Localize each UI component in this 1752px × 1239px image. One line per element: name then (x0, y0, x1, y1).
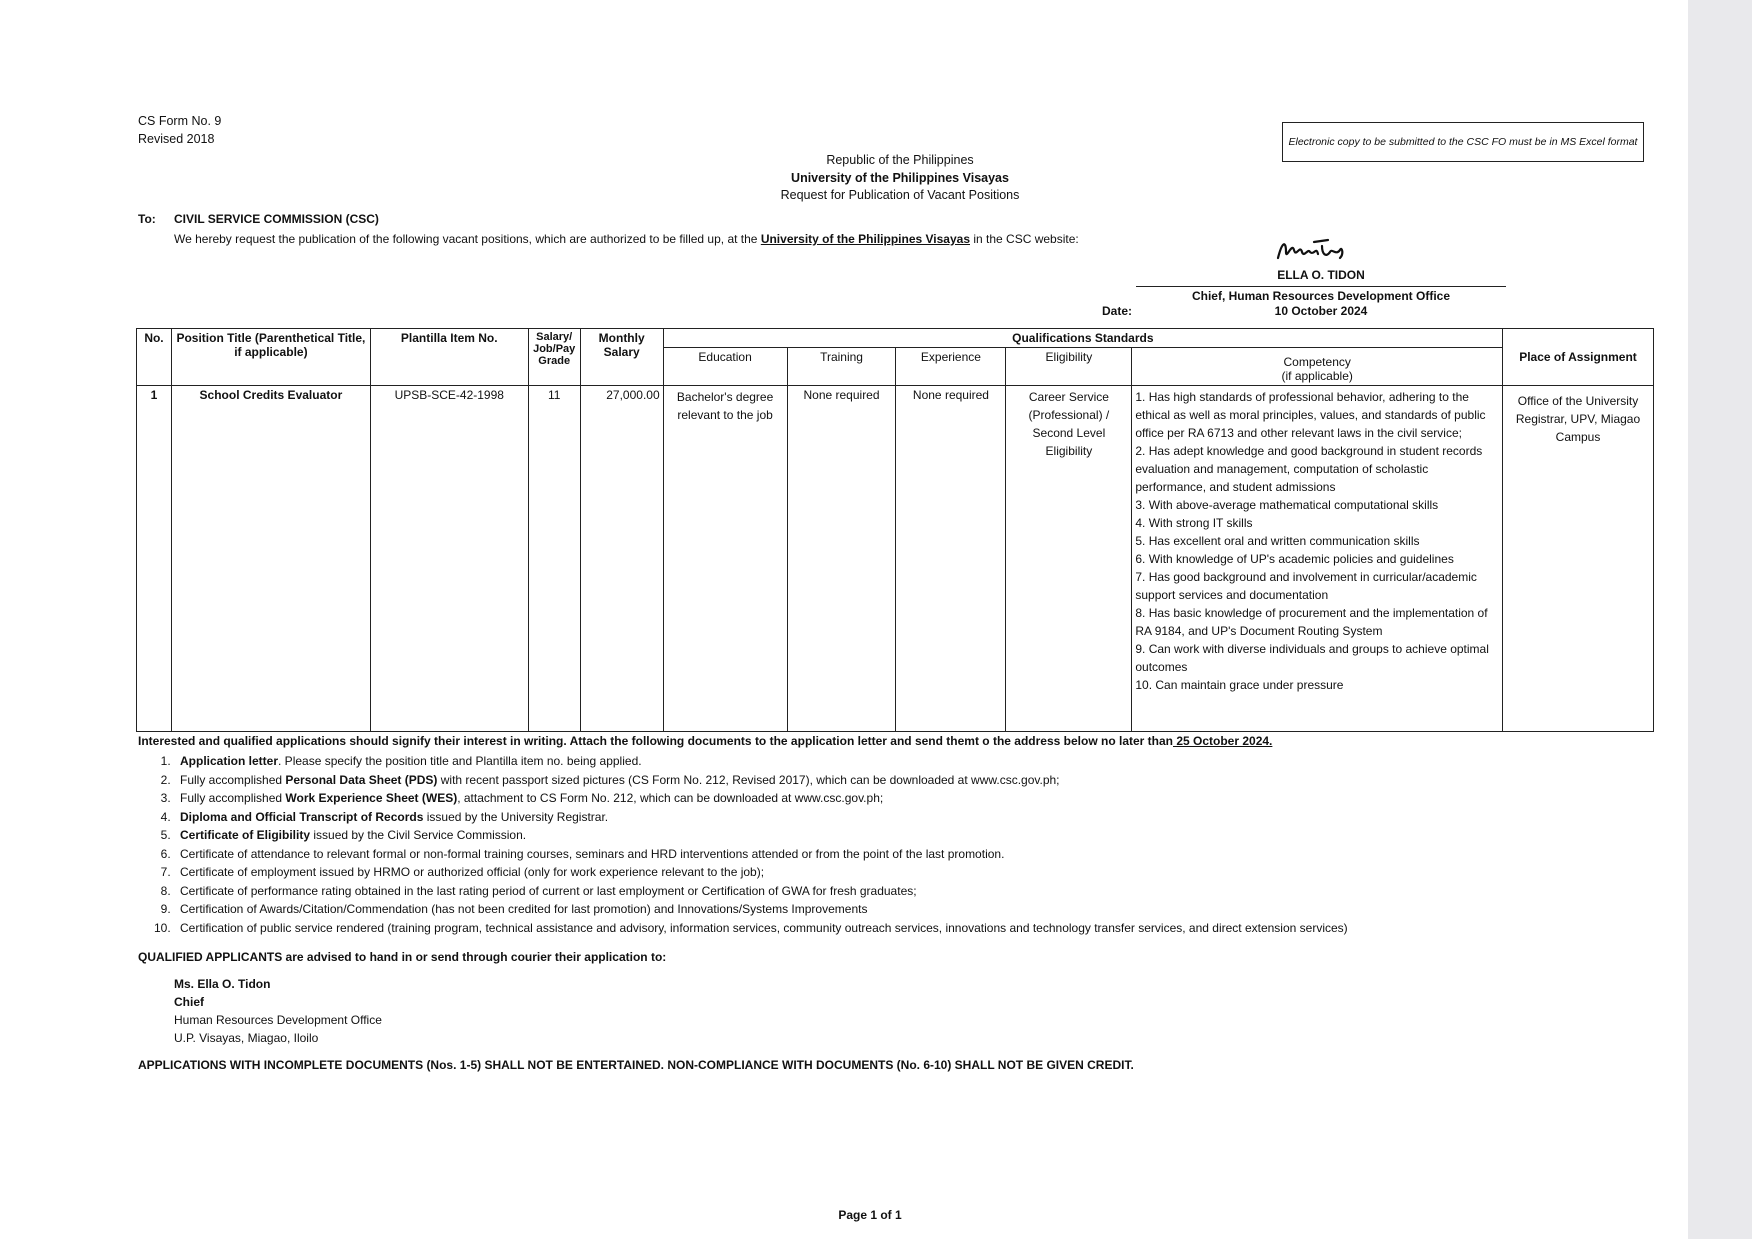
competency-item: 9. Can work with diverse individuals and groups to achieve optimal outcomes (1135, 642, 1489, 674)
qualified-applicants-note: QUALIFIED APPLICANTS are advised to hand in or send through courier their application to: (138, 950, 667, 964)
recipient: CIVIL SERVICE COMMISSION (CSC) (174, 212, 379, 226)
cell-education: Bachelor's degree relevant to the job (663, 386, 787, 732)
cell-assignment: Office of the University Registrar, UPV, Miagao Campus (1503, 386, 1654, 732)
page-number: Page 1 of 1 (838, 1208, 902, 1222)
header-grade: Salary/ Job/Pay Grade (528, 329, 580, 386)
date-label: Date: (1102, 304, 1133, 318)
mailing-address: Ms. Ella O. Tidon Chief Human Resources Development Office U.P. Visayas, Miagao, Iloilo (174, 977, 382, 1045)
header-plantilla: Plantilla Item No. (370, 329, 528, 386)
cell-eligibility: Career Service (Professional) / Second Level Eligibility (1006, 386, 1132, 732)
signatory-block (1136, 268, 1506, 303)
cell-experience: None required (896, 386, 1006, 732)
form-number: CS Form No. 9 Revised 2018 (138, 114, 222, 146)
competency-item: 10. Can maintain grace under pressure (1135, 678, 1344, 692)
scan-edge (1688, 0, 1752, 1239)
signatory-title: Chief, Human Resources Development Office (1191, 289, 1451, 303)
header-salary: Monthly Salary (580, 329, 663, 386)
date-value: 10 October 2024 (1274, 304, 1368, 318)
signature-line (1136, 286, 1506, 287)
header-no: No. (137, 329, 172, 386)
cell-competency (1132, 386, 1503, 732)
header-qualifications: Qualifications Standards (663, 329, 1502, 348)
list-item: 9. Certification of Awards/Citation/Commendation (has not been credited for last promotion) and Innovations/Systems Improvements (174, 900, 1348, 919)
document-header: Republic of the Philippines University of the Philippines Visayas Request for Publication of Vacant Positions (780, 153, 1020, 202)
vacancy-table (136, 328, 1654, 732)
electronic-copy-note: Electronic copy to be submitted to the CSC FO must be in MS Excel format (1282, 122, 1644, 162)
header-assignment: Place of Assignment (1503, 329, 1654, 386)
to-label: To: (138, 212, 156, 226)
handwritten-signature (1270, 232, 1360, 266)
cell-grade: 11 (528, 386, 580, 732)
cell-plantilla: UPSB-SCE-42-1998 (370, 386, 528, 732)
incomplete-documents-warning: APPLICATIONS WITH INCOMPLETE DOCUMENTS (Nos. 1-5) SHALL NOT BE ENTERTAINED. NON-COMPLIANCE WITH DOCUMENTS (No. 6-10) SHALL NOT BE GIVEN CREDIT. (138, 1058, 1134, 1072)
deadline: 25 October 2024. (1173, 734, 1273, 748)
submission-notice: Interested and qualified applications should signify their interest in writing. Attach the following documents to the application letter and send themt o the address below no later than 25 October 2024. (138, 734, 1273, 748)
table-row (137, 386, 1654, 732)
header-competency: Competency (if applicable) (1132, 348, 1503, 386)
required-documents-list (140, 752, 1348, 937)
competency-item: 8. Has basic knowledge of procurement and the implementation of RA 9184, and UP's Document Routing System (1135, 606, 1488, 638)
list-item: 3. Fully accomplished Work Experience Sheet (WES), attachment to CS Form No. 212, which can be downloaded at www.csc.gov.ph; (174, 789, 1348, 808)
list-item: 6. Certificate of attendance to relevant formal or non-formal training courses, seminars and HRD interventions attended or from the point of the last promotion. (174, 845, 1348, 864)
competency-item: 1. Has high standards of professional behavior, adhering to the ethical as well as moral principles, values, and standards of public office per RA 6713 and other relevant laws in the civil service; (1135, 390, 1486, 440)
cell-no: 1 (137, 386, 172, 732)
header-position: Position Title (Parenthetical Title, if applicable) (171, 329, 370, 386)
list-item: 7. Certificate of employment issued by HRMO or authorized official (only for work experience relevant to the job); (174, 863, 1348, 882)
list-item: 10. Certification of public service rendered (training program, technical assistance and advisory, information services, community outreach services, innovations and technology transfer services, and direct extension services) (174, 919, 1348, 938)
list-item: 2. Fully accomplished Personal Data Sheet (PDS) with recent passport sized pictures (CS Form No. 212, Revised 2017), which can be downloaded at www.csc.gov.ph; (174, 771, 1348, 790)
header-education: Education (663, 348, 787, 386)
agency-name: University of the Philippines Visayas (760, 232, 970, 246)
cell-position: School Credits Evaluator (171, 386, 370, 732)
competency-item: 4. With strong IT skills (1135, 516, 1253, 530)
header-eligibility: Eligibility (1006, 348, 1132, 386)
cell-training: None required (787, 386, 896, 732)
competency-item: 6. With knowledge of UP's academic policies and guidelines (1135, 552, 1454, 566)
signatory-name: ELLA O. TIDON (1277, 268, 1365, 282)
competency-item: 5. Has excellent oral and written communication skills (1135, 534, 1420, 548)
header-training: Training (787, 348, 896, 386)
competency-item: 3. With above-average mathematical computational skills (1135, 498, 1439, 512)
competency-item: 7. Has good background and involvement in curricular/academic support services and documentation (1135, 570, 1477, 602)
intro-paragraph: We hereby request the publication of the following vacant positions, which are authorized to be filled up, at the University of the Philippines Visayas in the CSC website: (174, 232, 1079, 246)
list-item: 1. Application letter. Please specify the position title and Plantilla item no. being applied. (174, 752, 1348, 771)
header-experience: Experience (896, 348, 1006, 386)
competency-item: 2. Has adept knowledge and good background in student records evaluation and management, computation of scholastic performance, and student admissions (1135, 444, 1483, 494)
cell-salary: 27,000.00 (580, 386, 663, 732)
list-item: 5. Certificate of Eligibility issued by the Civil Service Commission. (174, 826, 1348, 845)
list-item: 4. Diploma and Official Transcript of Records issued by the University Registrar. (174, 808, 1348, 827)
list-item: 8. Certificate of performance rating obtained in the last rating period of current or last employment or Certification of GWA for fresh graduates; (174, 882, 1348, 901)
